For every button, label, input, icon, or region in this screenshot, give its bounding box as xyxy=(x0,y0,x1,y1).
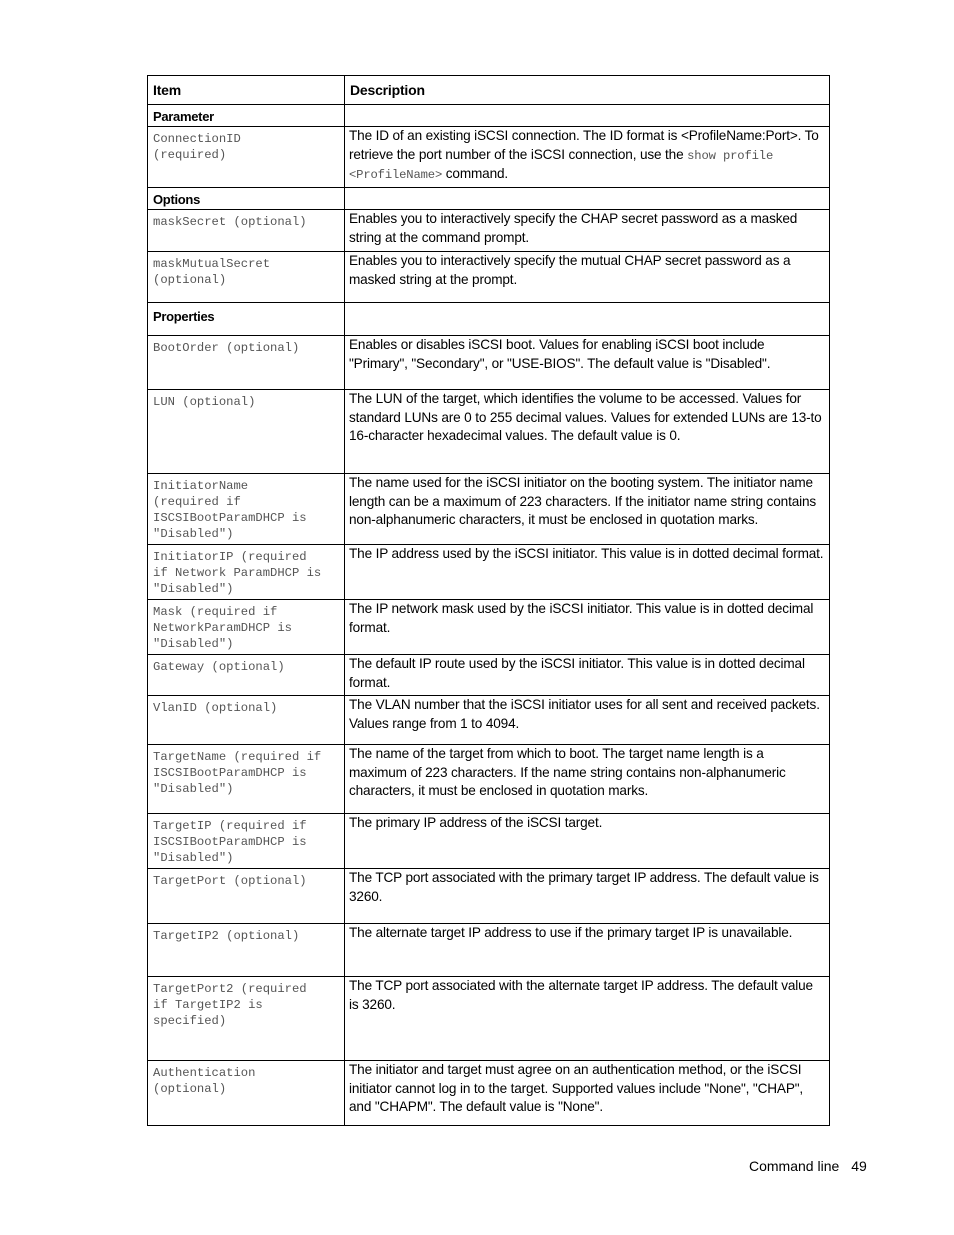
desc-gateway: The default IP route used by the iSCSI initiator. This value is in dotted decimal format. xyxy=(349,656,805,690)
header-description-cell xyxy=(345,76,830,105)
desc-text: The ID of an existing iSCSI connection. The ID format is <ProfileName:Port>. To retrieve the port number of the iSCSI connection, use the xyxy=(349,128,819,162)
item-initiator-name: InitiatorName (required if ISCSIBootParamDHCP is "Disabled") xyxy=(153,479,307,541)
item-initiator-ip: InitiatorIP (required if Network ParamDHCP is "Disabled") xyxy=(153,550,322,596)
desc-target-ip: The primary IP address of the iSCSI target. xyxy=(349,815,603,830)
table-row xyxy=(148,869,830,924)
desc-cell xyxy=(345,545,830,600)
item-mask-mutual-secret: maskMutualSecret (optional) xyxy=(153,257,271,287)
desc-lun: The LUN of the target, which identifies the volume to be accessed. Values for standard LUNs are 0 to 255 decimal values. Values for extended LUNs are 13-to 16-character hexadecimal values. The default value is 0. xyxy=(349,391,822,443)
desc-cell xyxy=(345,696,830,745)
item-cell xyxy=(148,869,345,924)
item-mask-secret: maskSecret (optional) xyxy=(153,215,307,229)
table-row xyxy=(148,545,830,600)
table-row xyxy=(148,745,830,814)
section-parameter: Parameter xyxy=(153,109,214,124)
item-lun: LUN (optional) xyxy=(153,395,256,409)
section-cell xyxy=(148,105,345,127)
desc-text: command. xyxy=(442,166,509,181)
table-row xyxy=(148,655,830,696)
section-cell xyxy=(148,188,345,210)
desc-initiator-name: The name used for the iSCSI initiator on the booting system. The initiator name length can be a maximum of 223 characters. If the initiator name string contains non-alphanumeric characters, it must be enclosed in quotation marks. xyxy=(349,475,817,527)
section-row-options xyxy=(148,188,830,210)
desc-target-port2: The TCP port associated with the alternate target IP address. The default value is 3260. xyxy=(349,978,813,1012)
desc-initiator-ip: The IP address used by the iSCSI initiator. This value is in dotted decimal format. xyxy=(349,546,824,561)
page-footer xyxy=(749,1158,867,1174)
item-authentication: Authentication (optional) xyxy=(153,1066,256,1096)
desc-cell xyxy=(345,252,830,303)
item-cell xyxy=(148,336,345,390)
item-cell xyxy=(148,1061,345,1126)
item-cell xyxy=(148,655,345,696)
desc-command-code: show profile <ProfileName> xyxy=(349,148,774,182)
section-row-properties xyxy=(148,303,830,336)
item-target-port: TargetPort (optional) xyxy=(153,874,307,888)
section-cell xyxy=(148,303,345,336)
item-boot-order: BootOrder (optional) xyxy=(153,341,300,355)
header-description: Description xyxy=(350,82,425,98)
desc-boot-order: Enables or disables iSCSI boot. Values for enabling iSCSI boot include "Primary", "Secondary", or "USE-BIOS". The default value is "Disabled". xyxy=(349,337,771,371)
desc-connection-id xyxy=(345,127,829,187)
table-row xyxy=(148,1061,830,1126)
desc-cell xyxy=(345,600,830,655)
item-target-port2: TargetPort2 (required if TargetIP2 is specified) xyxy=(153,982,307,1028)
desc-cell xyxy=(345,745,830,814)
desc-cell xyxy=(345,474,830,545)
table-row xyxy=(148,336,830,390)
desc-cell xyxy=(345,655,830,696)
table-row xyxy=(148,600,830,655)
item-cell xyxy=(148,545,345,600)
item-cell xyxy=(148,252,345,303)
table-row xyxy=(148,977,830,1061)
desc-target-port: The TCP port associated with the primary target IP address. The default value is 3260. xyxy=(349,870,819,904)
item-vlan-id: VlanID (optional) xyxy=(153,701,278,715)
properties-table xyxy=(147,75,830,1126)
item-cell xyxy=(148,210,345,252)
table-row xyxy=(148,696,830,745)
table-row xyxy=(148,210,830,252)
table-row xyxy=(148,924,830,977)
item-mask: Mask (required if NetworkParamDHCP is "Disabled") xyxy=(153,605,292,651)
section-properties: Properties xyxy=(153,309,215,324)
desc-cell xyxy=(345,814,830,869)
item-target-name: TargetName (required if ISCSIBootParamDHCP is "Disabled") xyxy=(153,750,322,796)
section-options: Options xyxy=(153,192,201,207)
desc-authentication: The initiator and target must agree on an authentication method, or the iSCSI initiator cannot log in to the target. Supported values include "None", "CHAP", and "CHAPM". The default value is "None". xyxy=(349,1062,804,1114)
section-empty-cell xyxy=(345,188,830,210)
desc-mask: The IP network mask used by the iSCSI initiator. This value is in dotted decimal format. xyxy=(349,601,814,635)
header-item-cell xyxy=(148,76,345,105)
desc-vlan-id: The VLAN number that the iSCSI initiator uses for all sent and received packets. Values range from 1 to 4094. xyxy=(349,697,820,731)
desc-cell xyxy=(345,869,830,924)
section-empty-cell xyxy=(345,303,830,336)
item-connection-id: ConnectionID (required) xyxy=(153,132,241,162)
item-cell xyxy=(148,814,345,869)
desc-mask-mutual-secret: Enables you to interactively specify the mutual CHAP secret password as a masked string at the prompt. xyxy=(349,253,791,287)
desc-cell xyxy=(345,390,830,474)
table-row xyxy=(148,474,830,545)
desc-mask-secret: Enables you to interactively specify the CHAP secret password as a masked string at the command prompt. xyxy=(349,211,798,245)
section-row-parameter xyxy=(148,105,830,127)
desc-target-ip2: The alternate target IP address to use if the primary target IP is unavailable. xyxy=(349,925,793,940)
section-empty-cell xyxy=(345,105,830,127)
item-cell xyxy=(148,390,345,474)
page-number: 49 xyxy=(851,1158,867,1174)
item-gateway: Gateway (optional) xyxy=(153,660,285,674)
desc-target-name: The name of the target from which to boot. The target name length is a maximum of 223 characters. If the name string contains non-alphanumeric characters, it must be enclosed in quotation marks. xyxy=(349,746,786,798)
item-cell xyxy=(148,924,345,977)
item-target-ip2: TargetIP2 (optional) xyxy=(153,929,300,943)
item-cell xyxy=(148,977,345,1061)
item-cell xyxy=(148,474,345,545)
footer-section-title: Command line xyxy=(749,1158,840,1174)
item-cell xyxy=(148,745,345,814)
item-cell xyxy=(148,127,345,188)
desc-cell xyxy=(345,210,830,252)
item-cell xyxy=(148,696,345,745)
table-header-row xyxy=(148,76,830,105)
table-row xyxy=(148,814,830,869)
header-item: Item xyxy=(153,82,181,98)
desc-cell xyxy=(345,1061,830,1126)
table-row xyxy=(148,252,830,303)
desc-cell xyxy=(345,924,830,977)
item-cell xyxy=(148,600,345,655)
table-row xyxy=(148,127,830,188)
desc-cell xyxy=(345,977,830,1061)
desc-cell xyxy=(345,336,830,390)
item-target-ip: TargetIP (required if ISCSIBootParamDHCP is "Disabled") xyxy=(153,819,307,865)
desc-cell xyxy=(345,127,830,188)
table-row xyxy=(148,390,830,474)
